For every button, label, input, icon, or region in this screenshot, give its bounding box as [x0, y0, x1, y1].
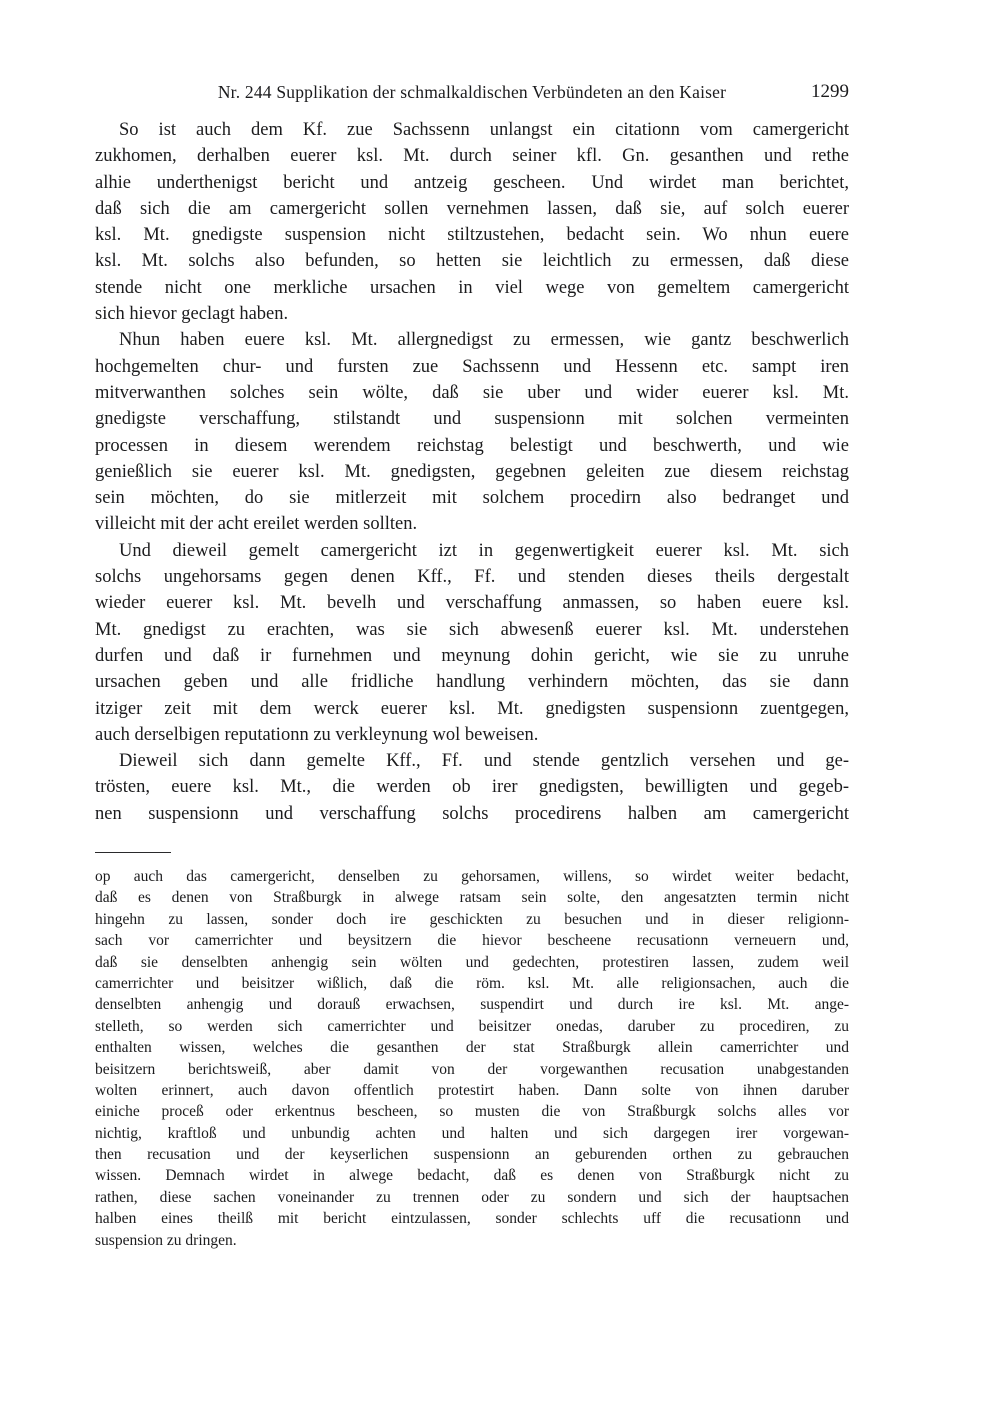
paragraph [95, 327, 849, 537]
text-line: sein möchten, do sie mitlerzeit mit solchem procedirn also bedranget und [95, 488, 849, 509]
text-line: hochgemelten chur- und fursten zue Sachssenn und Hessenn etc. sampt iren [95, 356, 849, 377]
footnote-line: suspension zu dringen. [95, 1231, 237, 1249]
text-line: ksl. Mt. gnedigste suspension nicht stiltzustehen, bedacht sein. Wo nhun euere [95, 225, 849, 246]
text-line: trösten, euere ksl. Mt., die werden ob irer gnedigsten, bewilligten und gegeb- [95, 777, 849, 798]
text-line: ursachen geben und alle fridliche handlung verhindern möchten, das sie dann [95, 672, 849, 693]
footnote-line: wolten erinnert, auch davon offentlich protestirt haben. Dann solte von ihnen daruber [95, 1081, 849, 1099]
text-line: gnedigste verschaffung, stilstandt und suspensionn mit solchen vermeinten [95, 409, 849, 430]
text-line: solchs ungehorsams gegen denen Kff., Ff. und stenden dieses theils dergestalt [95, 567, 849, 588]
footnote-line: hingehn zu lassen, sonder doch ire geschickten zu besuchen und in dieser religionn- [95, 910, 849, 928]
footnote-line: beisitzern berichtsweiß, aber damit von der vorgewanthen recusation unabgestanden [95, 1060, 849, 1078]
text-line: stende nicht one merkliche ursachen in viel wege von gemeltem camergericht [95, 277, 849, 298]
footnote-line: einiche proceß oder erkentnus bescheen, so musten die von Straßburgk solchs alles vor [95, 1103, 849, 1121]
text-line: alhie underthenigst bericht und antzeig gescheen. Und wirdet man berichtet, [95, 172, 849, 193]
text-block [95, 82, 849, 1251]
text-line: Mt. gnedigst zu erachten, was sie sich abwesenß euerer ksl. Mt. understehen [95, 619, 849, 640]
footnote-line: rathen, diese sachen voneinander zu trennen oder zu sondern und sich der hauptsachen [95, 1188, 849, 1206]
running-header [95, 82, 849, 106]
footnote-text [95, 866, 849, 1251]
text-line: genießlich sie euerer ksl. Mt. gnedigsten, gegebnen geleiten zue diesem reichstag [95, 461, 849, 482]
running-head-title: Nr. 244 Supplikation der schmalkaldischen Verbündeten an den Kaiser [217, 82, 727, 102]
footnote-line: stelleth, so werden sich camerrichter und beisitzer onedas, daruber zu procediren, zu [95, 1017, 849, 1035]
text-line: itziger zeit mit dem werck euerer ksl. Mt. gnedigsten suspensionn zuentgegen, [95, 698, 849, 719]
text-line: zukhomen, derhalben euerer ksl. Mt. durch seiner kfl. Gn. gesanthen und rethe [95, 146, 849, 167]
footnote-line: camerrichter und beisitzer wißlich, daß die röm. ksl. Mt. alle religionsachen, auch die [95, 974, 849, 992]
footnote-line: nichtig, kraftloß und unbundig achten und halten und sich dargegen irer vorgewan- [95, 1124, 849, 1142]
text-line: wieder euerer ksl. Mt. bevelh und verschaffung anmassen, so haben euere ksl. [95, 593, 849, 614]
text-line: processen in diesem werendem reichstag belestigt und beschwerth, und wie [95, 435, 849, 456]
text-line: sich hievor geclagt haben. [95, 304, 289, 325]
text-line: nen suspensionn und verschaffung solchs procedirens halben am camergericht [95, 803, 849, 824]
text-line: mitverwanthen solches sein wölte, daß sie uber und wider euerer ksl. Mt. [95, 382, 849, 403]
footnote-separator [95, 852, 171, 853]
footnote-line: daß es denen von Straßburgk in alwege ratsam sein solte, den angesatzten termin nicht [95, 889, 849, 907]
footnote-line: op auch das camergericht, denselben zu gehorsamen, willens, so wirdet weiter bedacht, [95, 868, 849, 886]
paragraph [95, 117, 849, 327]
text-line: daß sich die am camergericht sollen vernehmen lassen, daß sie, auf solch euerer [95, 198, 849, 219]
body-text [95, 117, 849, 827]
footnote-line: enthalten wissen, welches die gesanthen der stat Straßburgk allein camerrichter und [95, 1039, 849, 1057]
footnote-line: halben eines theilß mit bericht eintzulassen, sonder schlechts uff die recusationn und [95, 1210, 849, 1228]
text-line: Dieweil sich dann gemelte Kff., Ff. und stende gentzlich versehen und ge- [119, 751, 849, 772]
footnote-line: denselbten anhengig und dorauß erwachsen, suspendirt und durch ire ksl. Mt. ange- [95, 996, 849, 1014]
paragraph [95, 748, 849, 827]
page-number: 1299 [811, 81, 849, 102]
text-line: ksl. Mt. solchs also befunden, so hetten sie leichtlich zu ermessen, daß diese [95, 251, 849, 272]
footnote-line: sach vor camerrichter und beysitzern die hievor bescheene recusationn verneuern und, [95, 932, 849, 950]
footnote-line: wissen. Demnach wirdet in alwege bedacht, daß es denen von Straßburgk nicht zu [95, 1167, 849, 1185]
footnote-line: daß sie denselbten anhengig sein wölten und gedechten, protestiren lassen, zudem weil [95, 953, 849, 971]
text-line: villeicht mit der acht ereilet werden sollten. [95, 514, 418, 535]
text-line: Und dieweil gemelt camergericht izt in gegenwertigkeit euerer ksl. Mt. sich [119, 540, 849, 561]
text-line: auch derselbigen reputationn zu verkleynung wol beweisen. [95, 724, 539, 745]
paragraph [95, 538, 849, 748]
text-line: So ist auch dem Kf. zue Sachssenn unlangst ein citationn vom camergericht [119, 120, 849, 140]
text-line: durfen und daß ir furnehmen und meynung dohin gericht, wie sie zu unruhe [95, 645, 849, 666]
text-line: Nhun haben euere ksl. Mt. allergnedigst zu ermessen, wie gantz beschwerlich [119, 330, 849, 351]
footnote-line: then recusation und der keyserlichen suspensionn an geburenden orthen zu gebrauchen [95, 1146, 849, 1164]
